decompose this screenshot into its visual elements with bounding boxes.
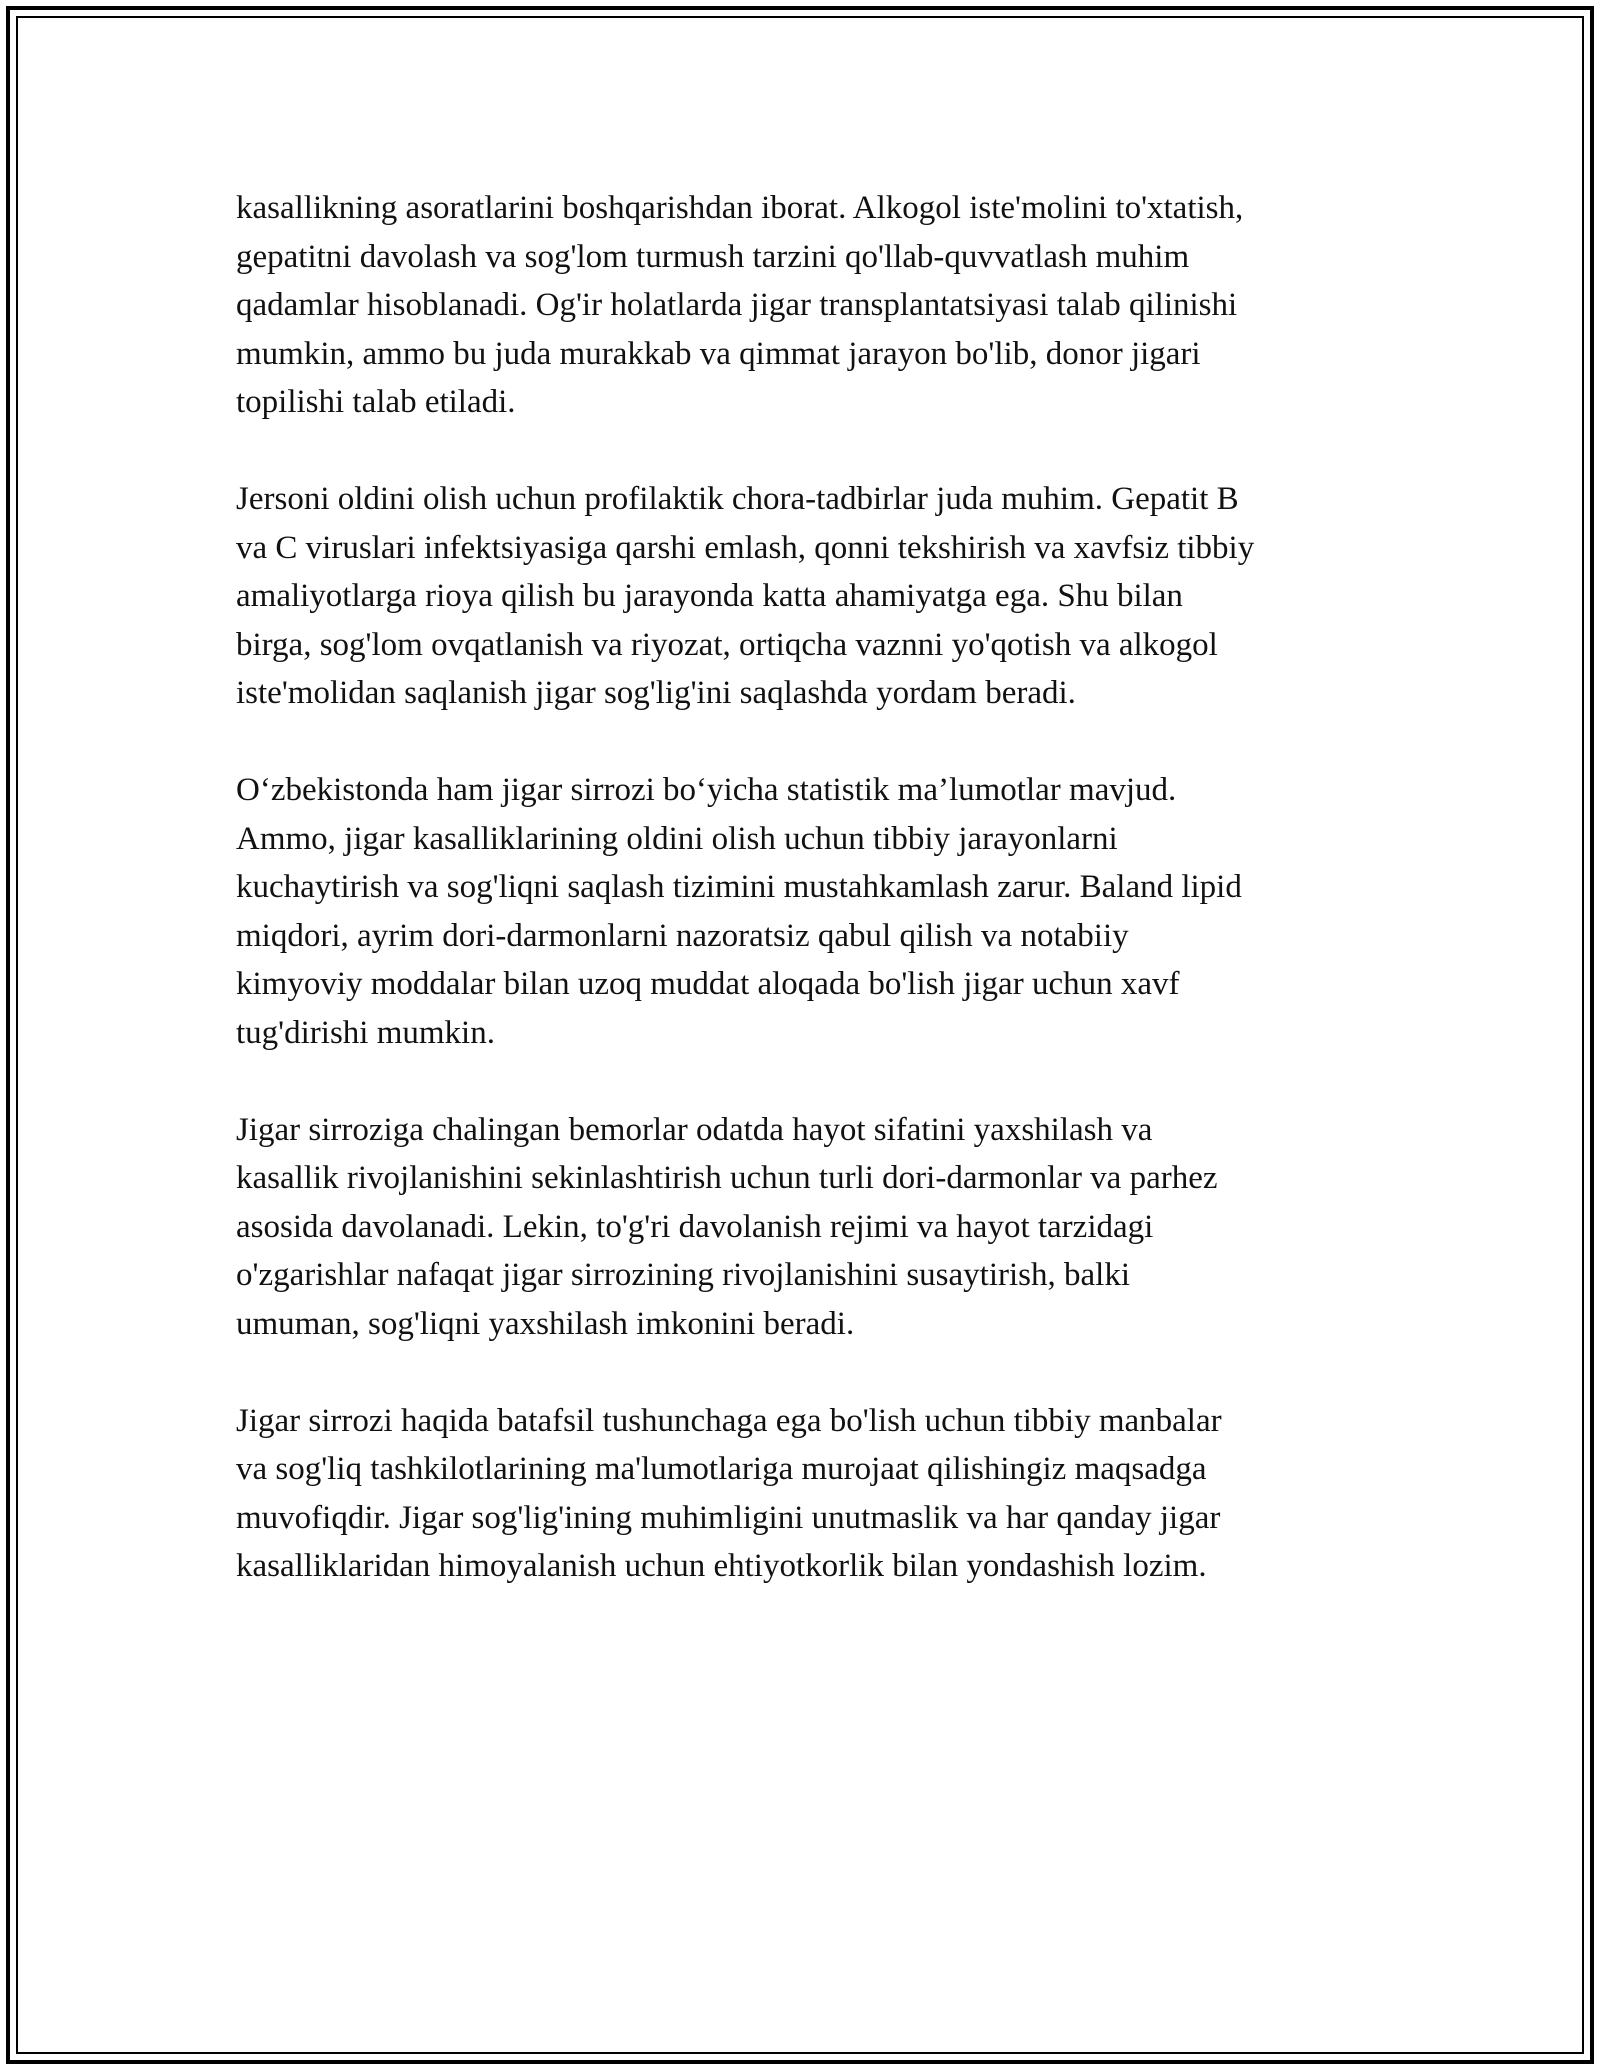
text-line: qadamlar hisoblanadi. Og'ir holatlarda jigar transplantatsiyasi talab qilinishi xyxy=(236,287,1238,323)
text-line: kimyoviy moddalar bilan uzoq muddat aloqada bo'lish jigar uchun xavf xyxy=(236,966,1180,1002)
text-line: gepatitni davolash va sog'lom turmush tarzini qo'llab-quvvatlash muhim xyxy=(236,238,1190,275)
text-line: iste'molidan saqlanish jigar sog'lig'ini saqlashda yordam beradi. xyxy=(236,675,1076,711)
text-line: Jersoni oldini olish uchun profilaktik chora-tadbirlar juda muhim. Gepatit B xyxy=(236,481,1239,517)
paragraph-conclusion xyxy=(236,1397,1376,1591)
text-line: topilishi talab etiladi. xyxy=(236,384,516,420)
text-line: O‘zbekistonda ham jigar sirrozi bo‘yicha statistik ma’lumotlar mavjud. xyxy=(236,772,1177,808)
text-line: kasallik rivojlanishini sekinlashtirish uchun turli dori-darmonlar va parhez xyxy=(236,1160,1218,1196)
text-line: kasalliklaridan himoyalanish uchun ehtiyotkorlik bilan yondashish lozim. xyxy=(236,1548,1207,1584)
text-line: asosida davolanadi. Lekin, to'g'ri davolanish rejimi va hayot tarzidagi xyxy=(236,1208,1154,1245)
text-line: va C viruslari infektsiyasiga qarshi emlash, qonni tekshirish va xavfsiz tibbiy xyxy=(236,529,1255,566)
text-line: tug'dirishi mumkin. xyxy=(236,1014,495,1051)
paragraph-prevention xyxy=(236,475,1376,718)
text-line: kasallikning asoratlarini boshqarishdan iborat. Alkogol iste'molini to'xtatish, xyxy=(236,190,1244,226)
paragraph-uzbekistan-statistics xyxy=(236,766,1376,1057)
document-body xyxy=(236,184,1376,1639)
text-line: kuchaytirish va sog'liqni saqlash tizimini mustahkamlash zarur. Baland lipid xyxy=(236,869,1242,905)
text-line: o'zgarishlar nafaqat jigar sirrozining rivojlanishini susaytirish, balki xyxy=(236,1257,1130,1293)
text-line: muvofiqdir. Jigar sog'lig'ining muhimligini unutmaslik va har qanday jigar xyxy=(236,1499,1221,1536)
text-line: birga, sog'lom ovqatlanish va riyozat, ortiqcha vaznni yo'qotish va alkogol xyxy=(236,626,1218,663)
text-line: Ammo, jigar kasalliklarining oldini olish uchun tibbiy jarayonlarni xyxy=(236,820,1118,857)
paragraph-patient-care xyxy=(236,1106,1376,1349)
text-line: Jigar sirroziga chalingan bemorlar odatda hayot sifatini yaxshilash va xyxy=(236,1111,1153,1148)
text-line: miqdori, ayrim dori-darmonlarni nazoratsiz qabul qilish va notabiiy xyxy=(236,917,1129,954)
text-line: amaliyotlarga rioya qilish bu jarayonda katta ahamiyatga ega. Shu bilan xyxy=(236,578,1183,614)
text-line: mumkin, ammo bu juda murakkab va qimmat jarayon bo'lib, donor jigari xyxy=(236,335,1201,372)
paragraph-treatment xyxy=(236,184,1376,427)
text-line: Jigar sirrozi haqida batafsil tushunchaga ega bo'lish uchun tibbiy manbalar xyxy=(236,1402,1222,1439)
text-line: va sog'liq tashkilotlarining ma'lumotlariga murojaat qilishingiz maqsadga xyxy=(236,1451,1207,1487)
text-line: umuman, sog'liqni yaxshilash imkonini beradi. xyxy=(236,1305,855,1342)
